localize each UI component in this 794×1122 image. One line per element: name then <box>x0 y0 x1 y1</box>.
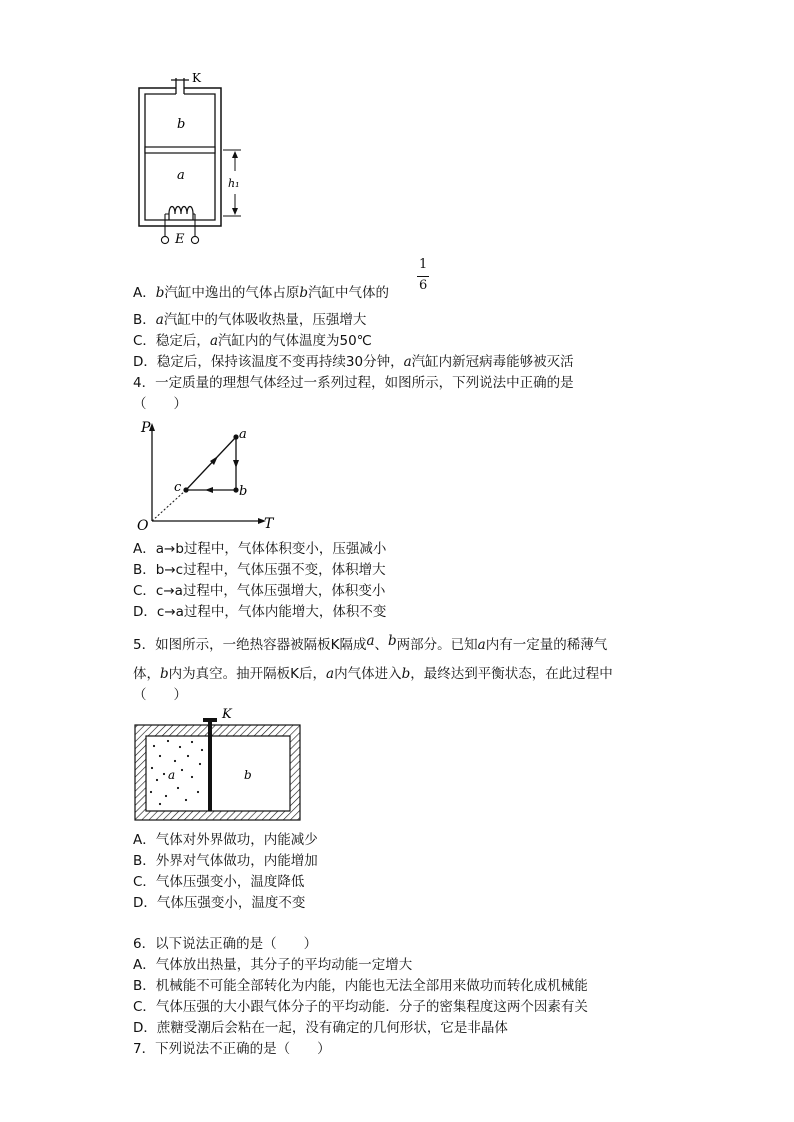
cylinder-figure <box>125 68 255 248</box>
container-figure <box>130 704 310 826</box>
q7-stem: 7．下列说法不正确的是（ ） <box>133 1041 331 1057</box>
q4-stem: 4．一定质量的理想气体经过一系列过程，如图所示，下列说法中正确的是 <box>133 375 574 391</box>
fraction-bar <box>417 276 429 277</box>
q5-option-b: B．外界对气体做功，内能增加 <box>133 853 318 869</box>
q6-option-a: A．气体放出热量，其分子的平均动能一定增大 <box>133 957 413 973</box>
q4-option-a: A．a→b过程中，气体体积变小，压强减小 <box>133 541 387 557</box>
q6-option-d: D．蔗糖受潮后会粘在一起，没有确定的几何形状，它是非晶体 <box>133 1020 508 1036</box>
q4-option-d: D．c→a过程中，气体内能增大，体积不变 <box>133 604 387 620</box>
heater-label: E <box>175 232 185 247</box>
q5-paren: （ ） <box>133 687 187 703</box>
point-a-label: a <box>239 427 247 442</box>
q3-option-c: C．稳定后，a汽缸内的气体温度为50℃ <box>133 333 372 349</box>
origin-label: O <box>137 518 149 534</box>
q6-stem: 6．以下说法正确的是（ ） <box>133 936 318 952</box>
q4-option-b: B．b→c过程中，气体压强不变，体积增大 <box>133 562 386 578</box>
q3-option-d: D．稳定后，保持该温度不变再持续30分钟，a汽缸内新冠病毒能够被灭活 <box>133 354 574 370</box>
q5-stem-line2: 体，b内为真空。抽开隔板K后，a内气体进入b，最终达到平衡状态，在此过程中 <box>133 666 613 682</box>
upper-chamber-label: b <box>177 117 186 132</box>
height-label: h₁ <box>228 177 240 190</box>
x-axis-label: T <box>264 516 274 532</box>
q5-option-a: A．气体对外界做功，内能减少 <box>133 832 318 848</box>
partition-label: K <box>222 707 232 722</box>
q5-option-c: C．气体压强变小，温度降低 <box>133 874 305 890</box>
lower-chamber-label: a <box>177 168 185 183</box>
fraction-numerator: 1 <box>419 257 428 272</box>
y-axis-label: P <box>141 420 151 436</box>
q6-option-b: B．机械能不可能全部转化为内能，内能也无法全部用来做功而转化成机械能 <box>133 978 588 994</box>
fraction-denominator: 6 <box>419 278 428 293</box>
q5-stem-line1: 5．如图所示，一绝热容器被隔板K隔成a、b两部分。已知a内有一定量的稀薄气 <box>133 633 608 653</box>
pt-graph <box>132 418 282 536</box>
q4-option-c: C．c→a过程中，气体压强增大，体积变小 <box>133 583 386 599</box>
q5-option-d: D．气体压强变小，温度不变 <box>133 895 306 911</box>
left-chamber-label: a <box>168 768 176 782</box>
q3-option-a: A．b汽缸中逸出的气体占原b汽缸中气体的 <box>133 285 390 301</box>
q4-paren: （ ） <box>133 396 187 412</box>
q6-option-c: C．气体压强的大小跟气体分子的平均动能．分子的密集程度这两个因素有关 <box>133 999 588 1015</box>
point-c-label: c <box>174 480 182 495</box>
point-b-label: b <box>239 484 248 499</box>
right-chamber-label: b <box>244 768 252 782</box>
q3-option-b: B．a汽缸中的气体吸收热量，压强增大 <box>133 312 367 328</box>
valve-label: K <box>192 71 201 85</box>
